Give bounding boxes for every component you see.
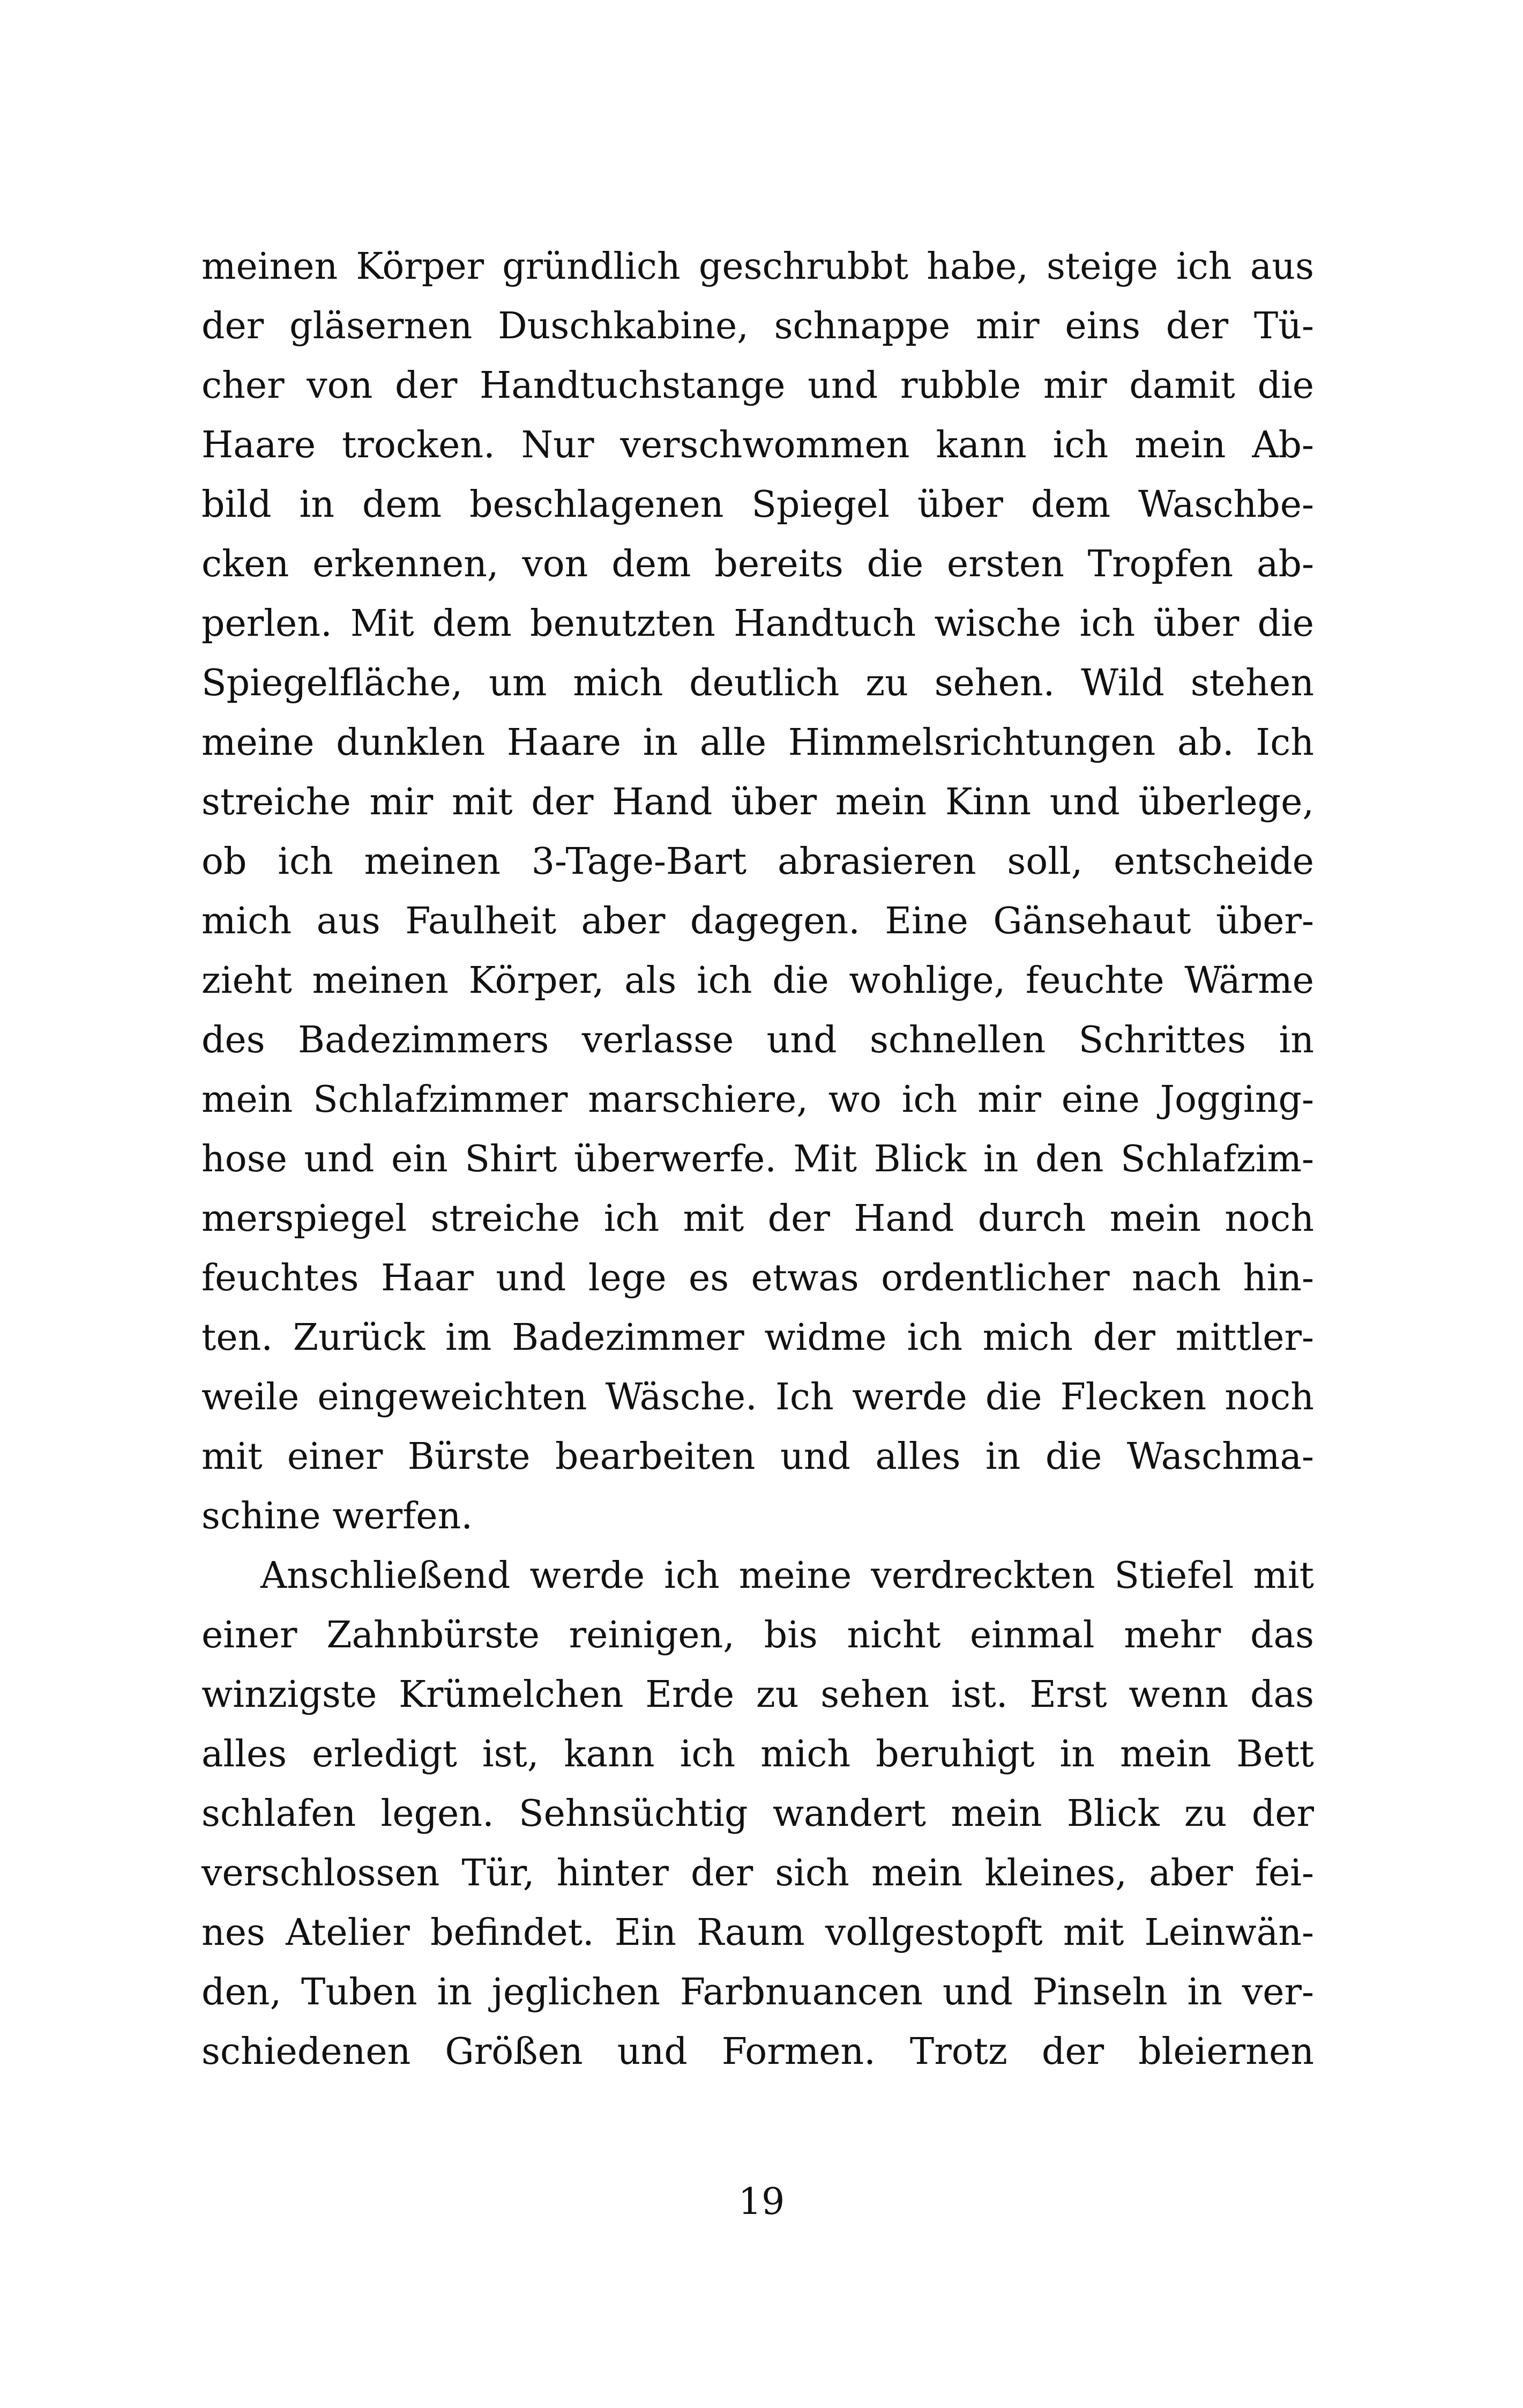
text-line: Haare trocken. Nur verschwommen kann ich mein Ab-: [201, 424, 1314, 466]
text-line: der gläsernen Duschkabine, schnappe mir eins der Tü-: [201, 305, 1314, 347]
text-line: bild in dem beschlagenen Spiegel über dem Waschbe-: [201, 484, 1314, 526]
text-line: mich aus Faulheit aber dagegen. Eine Gänsehaut über-: [201, 900, 1314, 942]
text-line: mein Schlafzimmer marschiere, wo ich mir eine Jogging-: [201, 1079, 1314, 1121]
text-line: Anschließend werde ich meine verdreckten Stiefel mit: [260, 1555, 1314, 1597]
text-line: meine dunklen Haare in alle Himmelsrichtungen ab. Ich: [201, 722, 1314, 764]
text-line: weile eingeweichten Wäsche. Ich werde die Flecken noch: [201, 1376, 1314, 1418]
text-line: verschlossen Tür, hinter der sich mein kleines, aber fei-: [201, 1852, 1314, 1894]
text-line: meinen Körper gründlich geschrubbt habe, steige ich aus: [201, 246, 1314, 288]
text-line: alles erledigt ist, kann ich mich beruhigt in mein Bett: [201, 1733, 1314, 1775]
text-line: merspiegel streiche ich mit der Hand durch mein noch: [201, 1198, 1314, 1240]
text-line: cken erkennen, von dem bereits die ersten Tropfen ab-: [201, 543, 1314, 585]
text-line: mit einer Bürste bearbeiten und alles in die Waschma-: [201, 1436, 1314, 1478]
text-line: hose und ein Shirt überwerfe. Mit Blick in den Schlafzim-: [201, 1138, 1314, 1180]
text-line: streiche mir mit der Hand über mein Kinn und überlege,: [201, 781, 1314, 823]
text-line: zieht meinen Körper, als ich die wohlige, feuchte Wärme: [201, 960, 1314, 1002]
text-line: perlen. Mit dem benutzten Handtuch wische ich über die: [201, 603, 1314, 645]
text-line: schlafen legen. Sehnsüchtig wandert mein Blick zu der: [201, 1793, 1314, 1835]
text-line: feuchtes Haar und lege es etwas ordentlicher nach hin-: [201, 1257, 1314, 1299]
text-line: des Badezimmers verlasse und schnellen Schrittes in: [201, 1019, 1314, 1061]
text-line: nes Atelier befindet. Ein Raum vollgestopft mit Leinwän-: [201, 1912, 1314, 1954]
text-line: ob ich meinen 3-Tage-Bart abrasieren soll, entscheide: [201, 841, 1314, 883]
text-line: den, Tuben in jeglichen Farbnuancen und Pinseln in ver-: [201, 1971, 1314, 2013]
body-text: [201, 237, 1314, 2082]
page-number: 19: [738, 2181, 785, 2223]
text-line: einer Zahnbürste reinigen, bis nicht einmal mehr das: [201, 1614, 1314, 1656]
text-line: winzigste Krümelchen Erde zu sehen ist. Erst wenn das: [201, 1674, 1314, 1716]
text-line: ten. Zurück im Badezimmer widme ich mich der mittler-: [201, 1317, 1314, 1359]
text-line: schiedenen Größen und Formen. Trotz der bleiernen: [201, 2031, 1314, 2073]
text-line: Spiegelfläche, um mich deutlich zu sehen. Wild stehen: [201, 662, 1314, 704]
text-line: cher von der Handtuchstange und rubble mir damit die: [201, 365, 1314, 407]
text-line: schine werfen.: [201, 1495, 473, 1537]
